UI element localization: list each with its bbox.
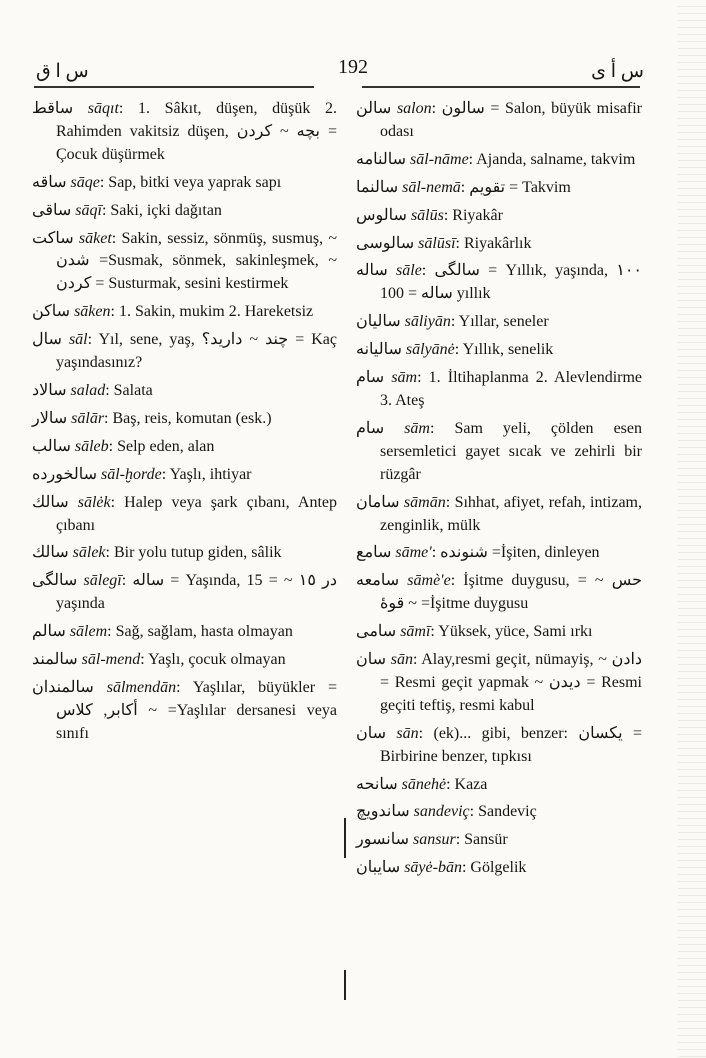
dictionary-entry	[32, 172, 337, 195]
entry-definition: : Sağ, sağlam, hasta olmayan	[107, 623, 293, 641]
entry-definition: : Sap, bitki veya yaprak sapı	[99, 173, 282, 191]
entry-transliteration: sāken	[74, 303, 111, 321]
entry-arabic-headword: ساقی	[32, 201, 72, 219]
entry-definition: : Halep veya şark çıbanı, Antep çıbanı	[56, 493, 337, 534]
entry-transliteration: sāqī	[75, 201, 102, 219]
entry-transliteration: sālmendān	[106, 678, 177, 696]
entry-arabic-headword: سامع	[356, 544, 392, 562]
entry-transliteration: sān	[396, 724, 419, 742]
entry-transliteration: salon	[396, 100, 432, 117]
entry-arabic-headword: ساقه	[32, 173, 67, 191]
entry-arabic-headword: سالخورده	[32, 465, 97, 483]
right-column	[356, 98, 642, 885]
dictionary-entry	[32, 380, 337, 403]
entry-transliteration: sāliyān	[404, 313, 451, 331]
dictionary-entry	[356, 649, 642, 718]
dictionary-entry	[356, 801, 642, 824]
header-left-guide: س ا ق	[36, 61, 89, 82]
entry-definition: : Yaşlılar, büyükler = أكابر, كلاس ~ =Yaşlılar dersanesi veya sınıfı	[56, 678, 337, 742]
header-right-guide: س أ ى	[591, 61, 644, 82]
entry-arabic-headword: سامی	[356, 623, 397, 641]
dictionary-entry	[32, 436, 337, 459]
entry-transliteration: sāqe	[70, 173, 100, 191]
dictionary-entry	[356, 339, 642, 362]
entry-arabic-headword: سان	[356, 651, 387, 669]
entry-arabic-headword: ساليانه	[356, 341, 402, 359]
dictionary-entry	[356, 98, 642, 144]
entry-definition: : Selp eden, alan	[108, 437, 215, 455]
entry-transliteration: sāmī	[400, 623, 431, 641]
entry-arabic-headword: سالمند	[32, 651, 78, 669]
entry-arabic-headword: سالك	[32, 493, 69, 511]
header-rule-right	[362, 86, 640, 88]
entry-transliteration: sāle	[396, 262, 422, 280]
dictionary-entry	[356, 570, 642, 616]
entry-arabic-headword: سالنامه	[356, 150, 407, 168]
entry-definition: : سالگی = Yıllık, yaşında, ١٠٠ ساله = 100 yıllık	[380, 262, 642, 303]
entry-transliteration: sāme'	[395, 544, 432, 562]
entry-arabic-headword: سالك	[32, 544, 69, 562]
dictionary-entry	[356, 774, 642, 797]
entry-arabic-headword: سانسور	[356, 831, 409, 849]
entry-arabic-headword: ساقط	[32, 100, 74, 117]
dictionary-entry	[356, 857, 642, 880]
entry-definition: : Gölgelik	[461, 859, 527, 877]
entry-definition: : Yaşlı, ihtiyar	[161, 465, 252, 483]
dictionary-entry	[32, 677, 337, 746]
entry-transliteration: sālūsī	[418, 234, 456, 252]
entry-transliteration: sāl-nāme	[410, 150, 469, 168]
entry-transliteration: sāl	[68, 331, 88, 349]
entry-arabic-headword: سالگی	[32, 572, 78, 590]
entry-definition: : 1. İltihaplanma 2. Alevlendirme 3. Ateş	[380, 369, 643, 409]
dictionary-entry	[32, 570, 337, 616]
entry-transliteration: sansur	[413, 831, 456, 849]
entry-arabic-headword: سالاد	[32, 381, 67, 399]
entry-definition: : Yıllar, seneler	[450, 313, 549, 331]
entry-definition: : Alay,resmi geçit, nümayiş, ~ دادن = Resmi geçit yapmak ~ ديدن = Resmi geçiti teftiş, resmi kabul	[380, 651, 643, 714]
dictionary-entry	[32, 492, 337, 538]
entry-arabic-headword: ساندويچ	[356, 803, 410, 821]
entry-definition: : ساله = Yaşında, در ١٥ ~ = 15 yaşında	[56, 572, 338, 613]
entry-definition: : 1. Sâkıt, düşen, düşük 2. Rahimden vakitsiz düşen, بچه ~ كردن = Çocuk düşürmek	[56, 100, 338, 163]
entry-definition: : 1. Sakin, mukim 2. Hareketsiz	[110, 303, 314, 321]
entry-definition: : (ek)... gibi, benzer: يكسان = Birbirine benzer, tıpkısı	[380, 724, 642, 765]
dictionary-entry	[356, 149, 642, 172]
entry-transliteration: sām	[391, 369, 418, 387]
dictionary-entry	[356, 260, 642, 306]
entry-arabic-headword: سال	[32, 331, 62, 349]
entry-transliteration: sāmè'e	[407, 572, 451, 590]
entry-arabic-headword: سامان	[356, 493, 400, 511]
entry-transliteration: sām	[404, 419, 430, 437]
dictionary-entry	[356, 177, 642, 200]
entry-transliteration: sāl-ḫorde	[100, 465, 162, 483]
dictionary-entry	[32, 464, 337, 487]
entry-transliteration: sandeviç	[413, 803, 470, 821]
entry-definition: : Sandeviç	[469, 803, 537, 821]
dictionary-entry	[356, 205, 642, 228]
entry-definition: : Ajanda, salname, takvim	[468, 150, 636, 168]
entry-arabic-headword: سالوسی	[356, 234, 415, 252]
entry-definition: : Kaza	[446, 775, 488, 793]
dictionary-entry	[356, 311, 642, 334]
entry-transliteration: sālyānė	[405, 341, 455, 359]
column-divider-mark	[344, 818, 346, 858]
page-edge	[678, 0, 706, 1058]
entry-transliteration: sāleb	[74, 437, 109, 455]
dictionary-entry	[32, 542, 337, 565]
dictionary-entry	[32, 200, 337, 223]
dictionary-entry	[32, 98, 337, 167]
dictionary-entry	[356, 542, 642, 565]
entry-transliteration: sālegī	[83, 572, 122, 590]
entry-definition: : İşitme duygusu, حس ~ = قوۀ ~ =İşitme duygusu	[380, 572, 642, 613]
column-divider-mark	[344, 970, 346, 1000]
dictionary-entry	[32, 621, 337, 644]
dictionary-entry	[356, 492, 642, 538]
dictionary-entry	[356, 621, 642, 644]
dictionary-entry	[356, 418, 642, 487]
header-rule-left	[34, 86, 314, 88]
entry-transliteration: sāl-mend	[81, 651, 141, 669]
entry-arabic-headword: سالوس	[356, 206, 407, 224]
entry-definition: : Bir yolu tutup giden, sâlik	[105, 544, 282, 562]
entry-arabic-headword: سالب	[32, 437, 71, 455]
entry-arabic-headword: سالمندان	[32, 678, 94, 696]
dictionary-entry	[356, 829, 642, 852]
entry-transliteration: sālem	[69, 623, 108, 641]
entry-transliteration: salad	[70, 381, 106, 399]
entry-definition: : Riyakârlık	[455, 234, 532, 252]
dictionary-entry	[32, 408, 337, 431]
entry-definition: : Riyakâr	[443, 206, 503, 224]
entry-transliteration: sālėk	[77, 493, 111, 511]
entry-transliteration: sānehė	[401, 775, 447, 793]
entry-definition: : Sıhhat, afiyet, refah, intizam, zenginlik, mülk	[380, 493, 643, 534]
dictionary-entry	[32, 228, 337, 297]
entry-transliteration: sān	[390, 651, 413, 669]
dictionary-entry	[32, 301, 337, 324]
entry-arabic-headword: سالم	[32, 623, 66, 641]
page-header	[0, 54, 706, 94]
entry-definition: : Sam yeli, çölden esen sersemletici gayet sıcak ve zehirli bir rüzgâr	[380, 419, 642, 483]
entry-definition: : Yıllık, senelik	[454, 341, 554, 359]
entry-transliteration: sāmān	[403, 493, 446, 511]
entry-transliteration: sāket	[78, 229, 112, 247]
entry-transliteration: sāyė-bān	[404, 859, 462, 877]
entry-definition: : Yaşlı, çocuk olmayan	[140, 651, 286, 669]
entry-transliteration: sālūs	[410, 206, 444, 224]
dictionary-entry	[356, 723, 642, 769]
entry-arabic-headword: سالار	[32, 409, 68, 427]
entry-arabic-headword: سامعه	[356, 572, 400, 590]
entry-definition: : تقويم = Takvim	[460, 178, 571, 196]
entry-transliteration: sālār	[71, 409, 105, 427]
entry-arabic-headword: سايبان	[356, 859, 401, 877]
entry-arabic-headword: سان	[356, 724, 387, 742]
entry-definition: : Yüksek, yüce, Sami ırkı	[430, 623, 593, 641]
entry-definition: : Yıl, sene, yaş, چند ~ داريد؟ = Kaç yaşındasınız?	[56, 331, 338, 372]
dictionary-entry	[356, 233, 642, 256]
dictionary-entry	[32, 329, 337, 375]
entry-arabic-headword: سام	[356, 419, 385, 437]
entry-arabic-headword: سالنما	[356, 178, 399, 196]
entry-definition: : Salata	[105, 381, 153, 399]
entry-definition: : Sakin, sessiz, sönmüş, susmuş, ~ شدن =Susmak, sönmek, sakinleşmek, ~ كردن = Susturmak, sesini kestirmek	[56, 229, 338, 293]
entry-arabic-headword: ساكن	[32, 303, 71, 321]
page-number: 192	[338, 56, 368, 78]
entry-arabic-headword: ساكت	[32, 229, 74, 247]
entry-arabic-headword: ساليان	[356, 313, 401, 331]
dictionary-entry	[32, 649, 337, 672]
entry-definition: : Baş, reis, komutan (esk.)	[104, 409, 272, 427]
entry-definition: : سالون = Salon, büyük misafir odası	[380, 100, 642, 140]
left-column	[32, 98, 337, 751]
entry-transliteration: sālek	[72, 544, 106, 562]
entry-definition: : Saki, içki dağıtan	[101, 201, 222, 219]
entry-arabic-headword: سانحه	[356, 775, 398, 793]
entry-definition: : شنونده =İşiten, dinleyen	[431, 544, 600, 562]
entry-transliteration: sāqıt	[87, 100, 119, 117]
entry-definition: : Sansür	[455, 831, 508, 849]
entry-arabic-headword: ساله	[356, 262, 388, 280]
entry-arabic-headword: سالن	[356, 100, 392, 117]
dictionary-entry	[356, 367, 642, 413]
entry-arabic-headword: سام	[356, 369, 385, 387]
entry-transliteration: sāl-nemā	[402, 178, 461, 196]
